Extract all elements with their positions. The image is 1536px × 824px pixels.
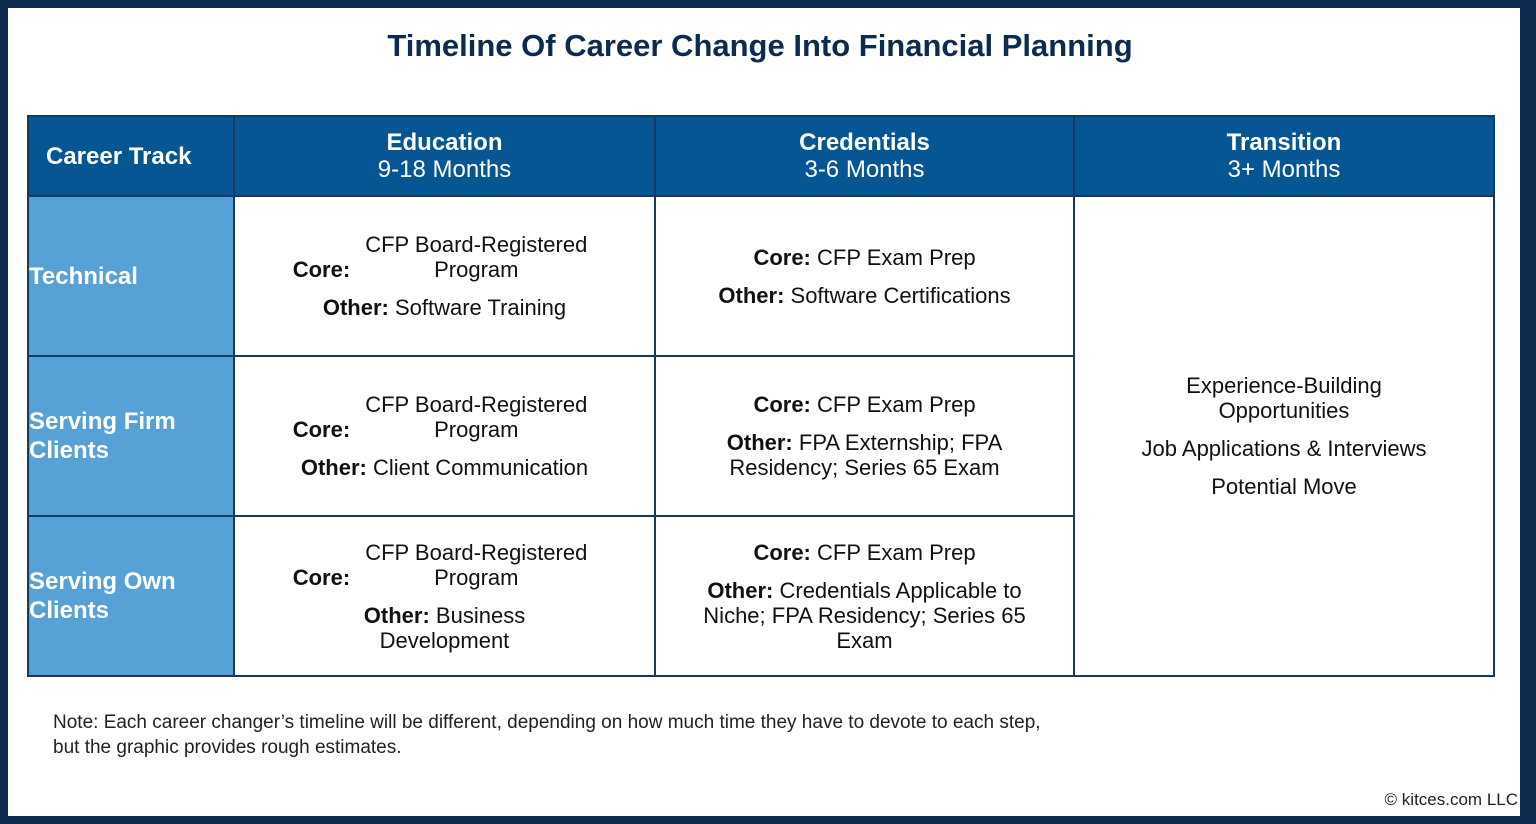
- copyright: © kitces.com LLC: [1384, 790, 1518, 809]
- header-transition: Transition 3+ Months: [1074, 116, 1494, 196]
- career-timeline-table: [27, 115, 1495, 677]
- education-cell: Core: CFP Board-Registered Program Other: Software Training: [234, 196, 655, 356]
- education-cell: Core: CFP Board-Registered Program Other: Business Development: [234, 516, 655, 676]
- track-serving-own-clients: Serving Own Clients: [28, 516, 234, 676]
- education-cell: Core: CFP Board-Registered Program Other: Client Communication: [234, 356, 655, 516]
- header-education: Education 9-18 Months: [234, 116, 655, 196]
- footnote: Note: Each career changer’s timeline will be different, depending on how much time they have to devote to each step, but the graphic provides rough estimates.: [53, 712, 1041, 758]
- track-serving-firm-clients: Serving Firm Clients: [28, 356, 234, 516]
- credentials-cell: Core: CFP Exam Prep Other: FPA Externship; FPA Residency; Series 65 Exam: [655, 356, 1074, 516]
- header-row: [28, 116, 1494, 196]
- transition-cell: Experience-Building Opportunities Job Applications & Interviews Potential Move: [1074, 196, 1494, 676]
- figure-title: Timeline Of Career Change Into Financial Planning: [387, 28, 1133, 63]
- table-row: [28, 196, 1494, 356]
- credentials-cell: Core: CFP Exam Prep Other: Software Certifications: [655, 196, 1074, 356]
- credentials-cell: Core: CFP Exam Prep Other: Credentials Applicable to Niche; FPA Residency; Series 65 Exam: [655, 516, 1074, 676]
- track-technical: Technical: [28, 196, 234, 356]
- header-career-track: Career Track: [28, 116, 234, 196]
- header-credentials: Credentials 3-6 Months: [655, 116, 1074, 196]
